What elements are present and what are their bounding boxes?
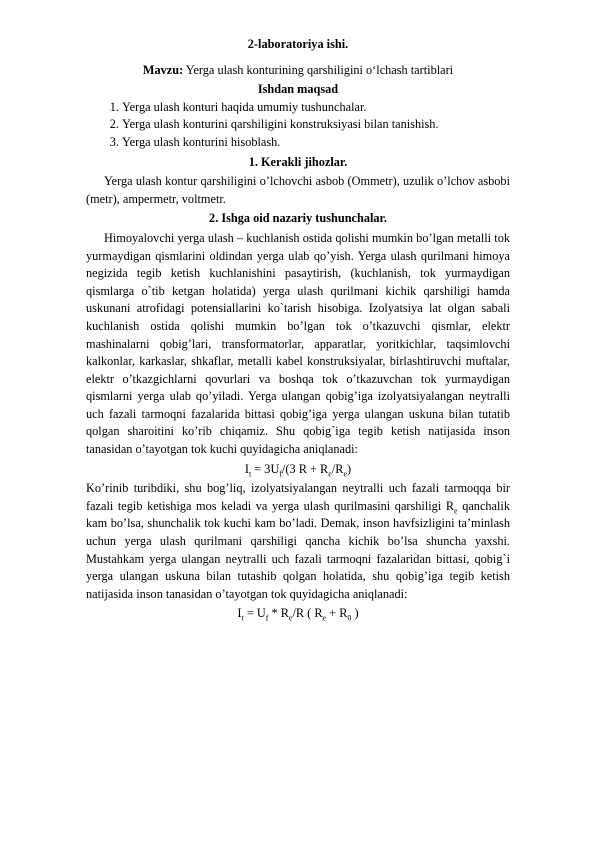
lab-title: 2-laboratoriya ishi. (247, 37, 349, 51)
formula-2: $I_t = U_f * R_e/R$ ( $R_e + R_0$ ) (237, 606, 359, 623)
formula-1: $I_t = 3U_f/(3$ $R + R_e/R_e$) (244, 461, 352, 479)
section2-heading: 2. Ishga oid nazariy tushunchalar. (209, 211, 387, 226)
goal-item: 2. Yerga ulash konturini qarshiligini konstruksiyasi bilan tanishish. (122, 116, 510, 134)
theory-paragraph-1: Himoyalovchi yerga ulash – kuchlanish ostida qolishi mumkin bo’lgan metalli tok yurmaydigan qismlarini oldindan yerga ulab qo’yish. Yerga ulash qurilmani himoya negizida tegib ketish kuchlanishini pasaytirish, (kuchlanish, tok yurmaydigan qismlarga o`tib ketgan holatida) yerga ulash qurilmani kichik qarshiligi hamda uskunani atrofidagi potensiallarini ko`tarish hisobiga. Izolyatsiya lat olgan sabali kuchlanish ostida qolishi mumkin bo’lgan tok o’tkazuvchi qismlar, elektr mashinalarni qobig’lari, transformatorlar, apparatlar, yoritkichlar, taqsimlovchi kalkonlar, karkaslar, shkaflar, metalli kabel konstruksiyalar, birlashtiruvchi muftalar, elektr o’tkazgichlarni qovurlari va boshqa tok o’tkazuvchan tok yurmaydigan qismlarni yerga ulab qo’yiladi. Yerga ulangan qobig’iga izolyatsiyalangan neytralli uch fazali tarmoqni fazalarida bittasi qobig’iga yerga ulangan uskuna bilan tutatib qolgan sharoitini ko’rib chiqamiz. Shu qobig`iga tegib ketish natijasida inson tanasidan o’tayotgan tok kuchi quyidagicha aniqlanadi: (86, 230, 510, 457)
topic-line (86, 62, 510, 80)
topic-label: Mavzu: (142, 62, 184, 77)
section1-heading: 1. Kerakli jihozlar. (248, 154, 348, 169)
goal-heading: Ishdan maqsad (257, 82, 339, 97)
theory-paragraph-2: Ko’rinib turibdiki, shu bog’liq, izolyatsiyalangan neytralli uch fazali tarmoqqa bir fazali tegib ketishiga mos keladi va yerga ulash qurilmasini qarshiligi $R_e$ qanchalik kam bo’lsa, shunchalik tok kuchi kam bo’ladi. Demak, inson havfsizligini ta’minlash uchun yerga ulash qurilmani qarshiligi qancha kichik bo’lsa shuncha yaxshi. Mustahkam yerga ulangan neytralli uch fazali tarmoqni fazalaridan bittasi, qobig`i yerga ulangan uskuna bilan tutashib qolgan holatida, shu qobig’iga tegib ketish natijasida inson tanasidan o’tayotgan tok quyidagicha aniqlanadi: (86, 481, 510, 601)
goal-item: 3. Yerga ulash konturini hisoblash. (122, 134, 510, 152)
goal-item: 1. Yerga ulash konturi haqida umumiy tushunchalar. (122, 99, 510, 117)
topic-text: Yerga ulash konturining qarshiligini o‘lchash tartiblari (185, 62, 454, 77)
goal-list (86, 99, 510, 152)
section1-text: Yerga ulash kontur qarshiligini o’lchovchi asbob (Ommetr), uzulik o’lchov asbobi (metr), ampermetr, voltmetr. (86, 174, 510, 206)
document-page (86, 36, 510, 625)
